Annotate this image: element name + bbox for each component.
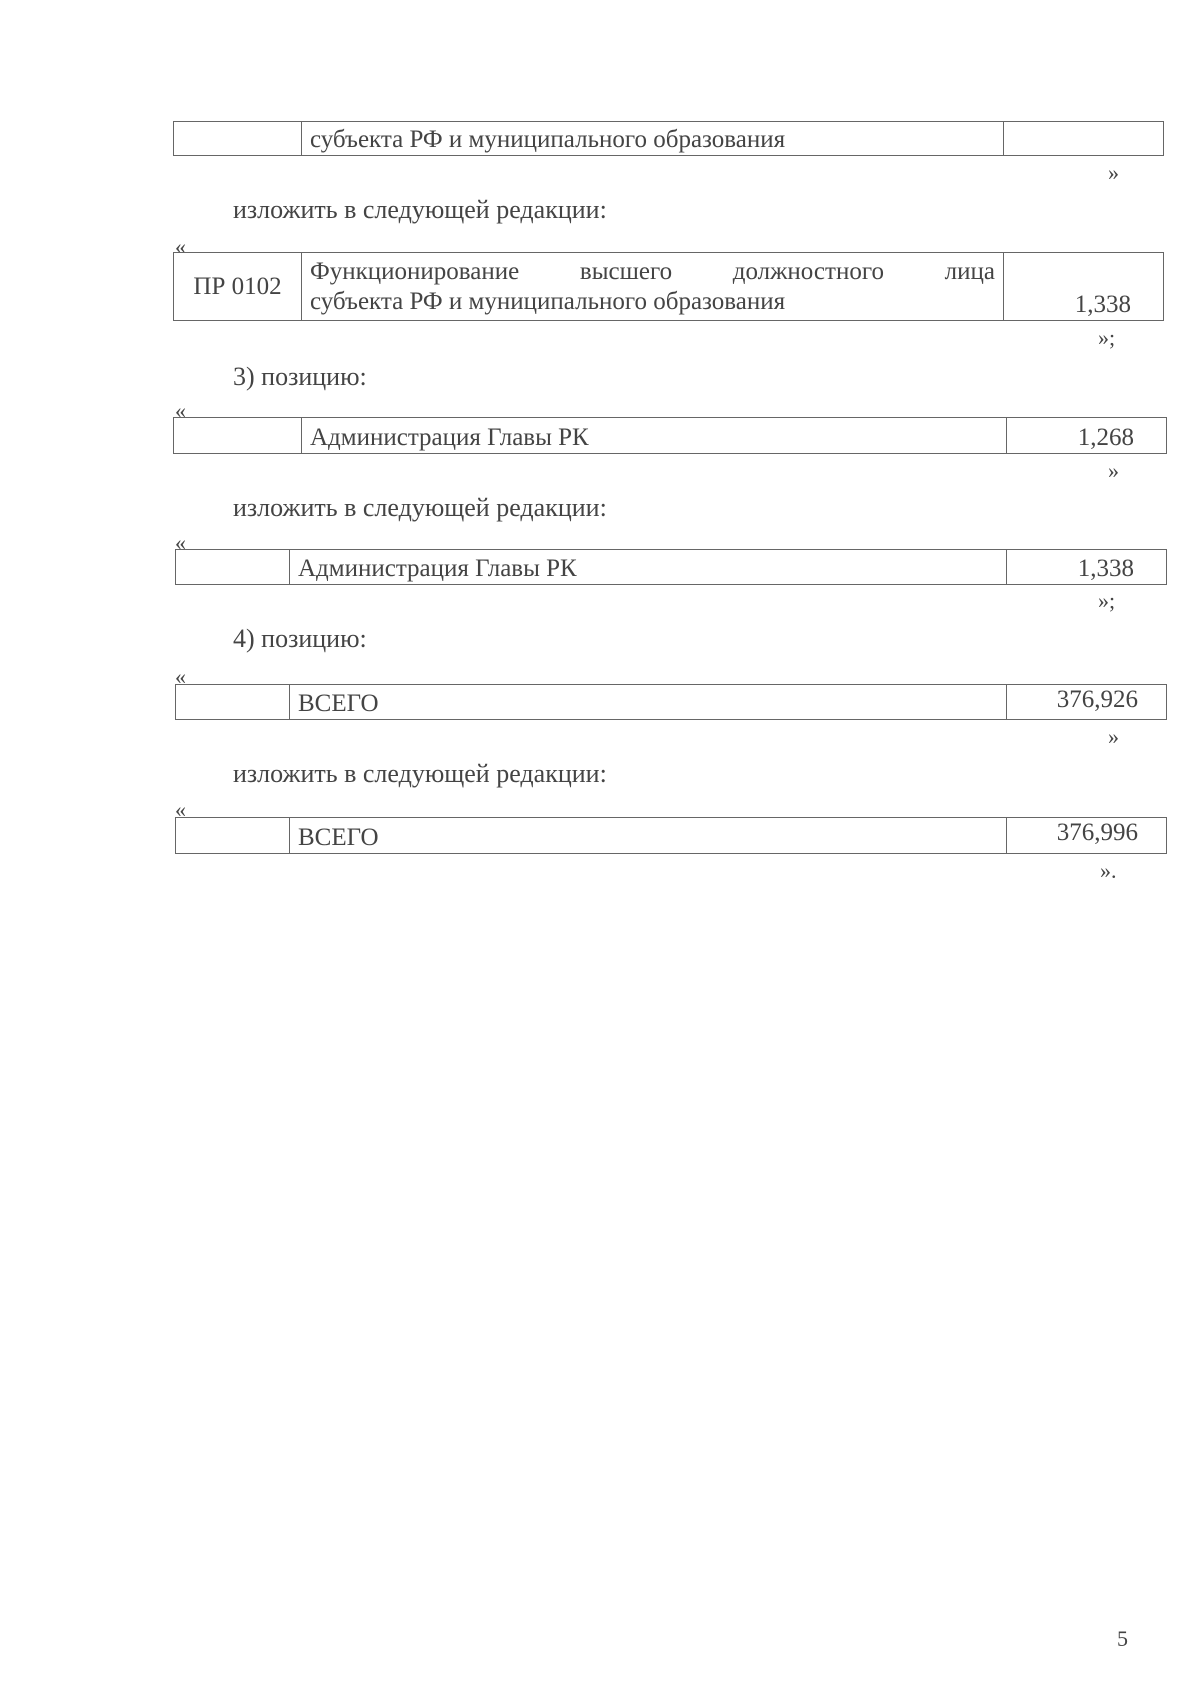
open-quote: « bbox=[175, 234, 186, 259]
row-value-cell bbox=[1004, 122, 1164, 156]
table-row-block5 bbox=[175, 684, 1167, 720]
row-value-cell: 1,338 bbox=[1004, 253, 1164, 321]
table-row-block3 bbox=[173, 417, 1167, 454]
open-quote: « bbox=[175, 398, 186, 423]
description-line: Функционирование высшего должностного лица bbox=[310, 257, 995, 285]
open-quote: « bbox=[175, 797, 186, 822]
close-quote: » bbox=[1108, 458, 1119, 483]
close-quote: » bbox=[1108, 724, 1119, 749]
close-quote: »; bbox=[1098, 588, 1116, 613]
table-row-block1 bbox=[173, 121, 1164, 156]
row-code-cell bbox=[174, 122, 302, 156]
open-quote: « bbox=[175, 664, 186, 689]
row-value-cell: 376,926 bbox=[1007, 685, 1167, 720]
table-row-block2 bbox=[173, 252, 1164, 321]
row-description-cell: Администрация Главы РК bbox=[290, 550, 1007, 585]
row-description-cell: ВСЕГО bbox=[290, 818, 1007, 854]
paragraph-text: 3) позицию: bbox=[233, 362, 367, 391]
row-code-cell bbox=[176, 685, 290, 720]
paragraph-text: 4) позицию: bbox=[233, 624, 367, 653]
paragraph-text: изложить в следующей редакции: bbox=[233, 195, 607, 224]
row-value-cell: 376,996 bbox=[1007, 818, 1167, 854]
row-code-cell bbox=[174, 418, 302, 454]
paragraph-text: изложить в следующей редакции: bbox=[233, 759, 607, 788]
row-code-cell bbox=[176, 550, 290, 585]
paragraph-text: изложить в следующей редакции: bbox=[233, 493, 607, 522]
open-quote: « bbox=[175, 530, 186, 555]
row-description-cell: Администрация Главы РК bbox=[302, 418, 1007, 454]
row-description-cell bbox=[302, 253, 1004, 321]
row-description-cell: ВСЕГО bbox=[290, 685, 1007, 720]
description-line: субъекта РФ и муниципального образования bbox=[310, 287, 786, 315]
table-row-block4 bbox=[175, 549, 1167, 585]
row-value-cell: 1,338 bbox=[1007, 550, 1167, 585]
row-code-cell: ПР 0102 bbox=[174, 253, 302, 321]
row-code-cell bbox=[176, 818, 290, 854]
table-row-block6 bbox=[175, 817, 1167, 854]
row-value-cell: 1,268 bbox=[1007, 418, 1167, 454]
close-quote: ». bbox=[1100, 858, 1117, 883]
row-description-cell: субъекта РФ и муниципального образования bbox=[302, 122, 1004, 156]
page-number: 5 bbox=[1117, 1626, 1128, 1651]
close-quote: » bbox=[1108, 160, 1119, 185]
close-quote: »; bbox=[1098, 325, 1116, 350]
